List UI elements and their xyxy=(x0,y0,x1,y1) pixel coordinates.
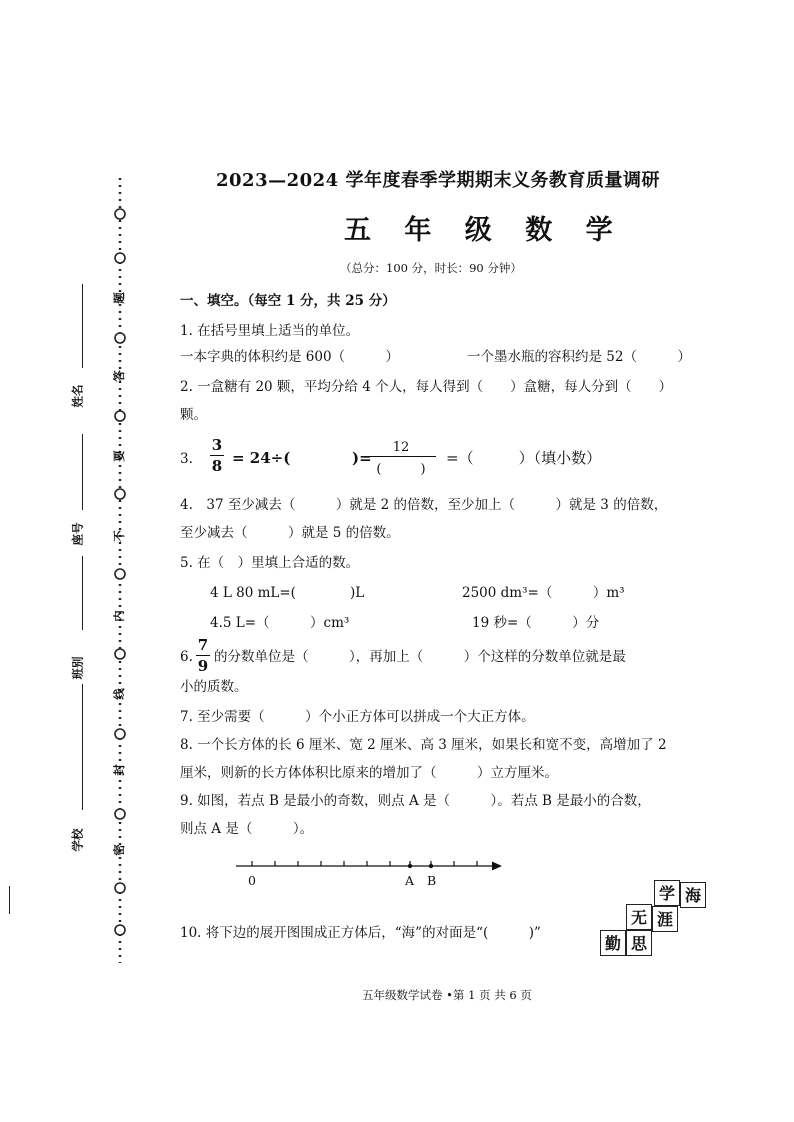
name-label: 姓名 xyxy=(70,384,85,408)
q1-a[interactable]: 一本字典的体积约是 600（ ） xyxy=(180,349,400,365)
seal-char-5: 内 xyxy=(111,610,126,622)
seal-char-3: 要 xyxy=(111,450,126,462)
q3-frac2-denominator[interactable]: ( ) xyxy=(376,462,426,477)
point-a-label: A xyxy=(405,873,415,888)
q5-stem: 5. 在（ ）里填上合适的数。 xyxy=(180,555,360,571)
page-footer: 五年级数学试卷 •第 1 页 共 6 页 xyxy=(362,988,532,1002)
fraction-bar xyxy=(196,655,210,656)
net-cell-xue: 学 xyxy=(654,880,680,906)
q6-frac-numerator: 7 xyxy=(197,636,209,654)
seal-char-6: 线 xyxy=(111,688,126,700)
fraction-bar xyxy=(366,456,436,457)
q1-b[interactable]: 一个墨水瓶的容积约是 52（ ） xyxy=(467,349,691,365)
q5-b[interactable]: 2500 dm³=（ ）m³ xyxy=(462,585,625,601)
seat-label: 座号 xyxy=(70,522,85,546)
q3-frac-denominator: 8 xyxy=(211,457,223,475)
q3-fraction2[interactable] xyxy=(366,440,436,477)
q6-fraction xyxy=(196,636,210,675)
fraction-bar xyxy=(210,455,224,456)
q4-line1[interactable]: 4. 37 至少减去（ ）就是 2 的倍数，至少加上（ ）就是 3 的倍数， xyxy=(180,497,668,513)
q10-text[interactable]: 10. 将下边的展开图围成正方体后，“海”的对面是“( )” xyxy=(180,925,541,941)
q6-num: 6. xyxy=(180,649,193,665)
seal-char-7: 封 xyxy=(111,764,126,776)
q5-d[interactable]: 19 秒=（ ）分 xyxy=(472,615,600,631)
class-label: 班别 xyxy=(70,656,85,680)
q5-a[interactable]: 4 L 80 mL=( )L xyxy=(210,585,365,601)
q6-line2: 小的质数。 xyxy=(180,679,248,695)
q6-frac-denominator: 9 xyxy=(197,657,209,675)
q5-c[interactable]: 4.5 L=（ ）cm³ xyxy=(210,615,350,631)
q3-num: 3. xyxy=(180,451,193,467)
q3-frac2-numerator: 12 xyxy=(392,440,410,455)
seal-char-4: 不 xyxy=(111,530,126,542)
exam-info: （总分：100 分，时长：90 分钟） xyxy=(340,261,522,275)
q1-stem: 1. 在括号里填上适当的单位。 xyxy=(180,323,360,339)
seal-char-1: 题 xyxy=(111,292,126,304)
point-a-dot xyxy=(408,864,412,868)
q6-line1[interactable]: 的分数单位是（ ），再加上（ ）个这样的分数单位就是最 xyxy=(214,649,626,665)
q7-text[interactable]: 7. 至少需要（ ）个小正方体可以拼成一个大正方体。 xyxy=(180,709,535,725)
point-b-dot xyxy=(429,864,433,868)
subject-title: 五 年 级 数 学 xyxy=(344,215,625,246)
name-field-line[interactable] xyxy=(82,284,83,368)
q3-part3[interactable]: =（ ）（填小数） xyxy=(446,449,602,467)
seal-char-8: 密 xyxy=(111,844,126,856)
number-line xyxy=(232,856,508,888)
net-cell-qin: 勤 xyxy=(600,930,626,956)
net-cell-ya: 涯 xyxy=(652,906,678,932)
school-field-line[interactable] xyxy=(82,684,83,810)
net-cell-hai: 海 xyxy=(680,882,706,908)
q3-frac-numerator: 3 xyxy=(211,436,223,454)
exam-title: 2023—2024 学年度春季学期期末义务教育质量调研 xyxy=(216,170,660,191)
q3-part1: = 24÷( xyxy=(232,449,291,467)
q3-fraction xyxy=(210,436,224,475)
q8-line2[interactable]: 厘米，则新的长方体体积比原来的增加了（ ）立方厘米。 xyxy=(180,765,558,781)
number-line-ticks xyxy=(252,861,477,866)
seat-field-line[interactable] xyxy=(82,434,83,510)
q3-part2: )= xyxy=(352,449,372,467)
q8-line1: 8. 一个长方体的长 6 厘米、宽 2 厘米、高 3 厘米，如果长和宽不变，高增加了 2 xyxy=(180,737,667,753)
q2-line1[interactable]: 2. 一盒糖有 20 颗，平均分给 4 个人，每人得到（ ）盒糖，每人分到（ ） xyxy=(180,379,673,395)
q2-line2: 颗。 xyxy=(180,407,207,423)
number-line-zero: 0 xyxy=(248,873,256,888)
net-cell-wu: 无 xyxy=(626,904,652,930)
school-label: 学校 xyxy=(70,828,85,852)
q4-line2[interactable]: 至少减去（ ）就是 5 的倍数。 xyxy=(180,525,400,541)
q9-line2[interactable]: 则点 A 是（ ）。 xyxy=(180,821,314,837)
q9-line1[interactable]: 9. 如图，若点 B 是最小的奇数，则点 A 是（ ）。若点 B 是最小的合数， xyxy=(180,793,651,809)
edge-mark xyxy=(9,886,10,914)
section-heading: 一、填空。（每空 1 分，共 25 分） xyxy=(180,293,396,309)
class-field-line[interactable] xyxy=(82,556,83,630)
net-cell-si: 思 xyxy=(626,930,652,956)
seal-char-2: 答 xyxy=(111,370,126,382)
point-b-label: B xyxy=(427,873,437,888)
